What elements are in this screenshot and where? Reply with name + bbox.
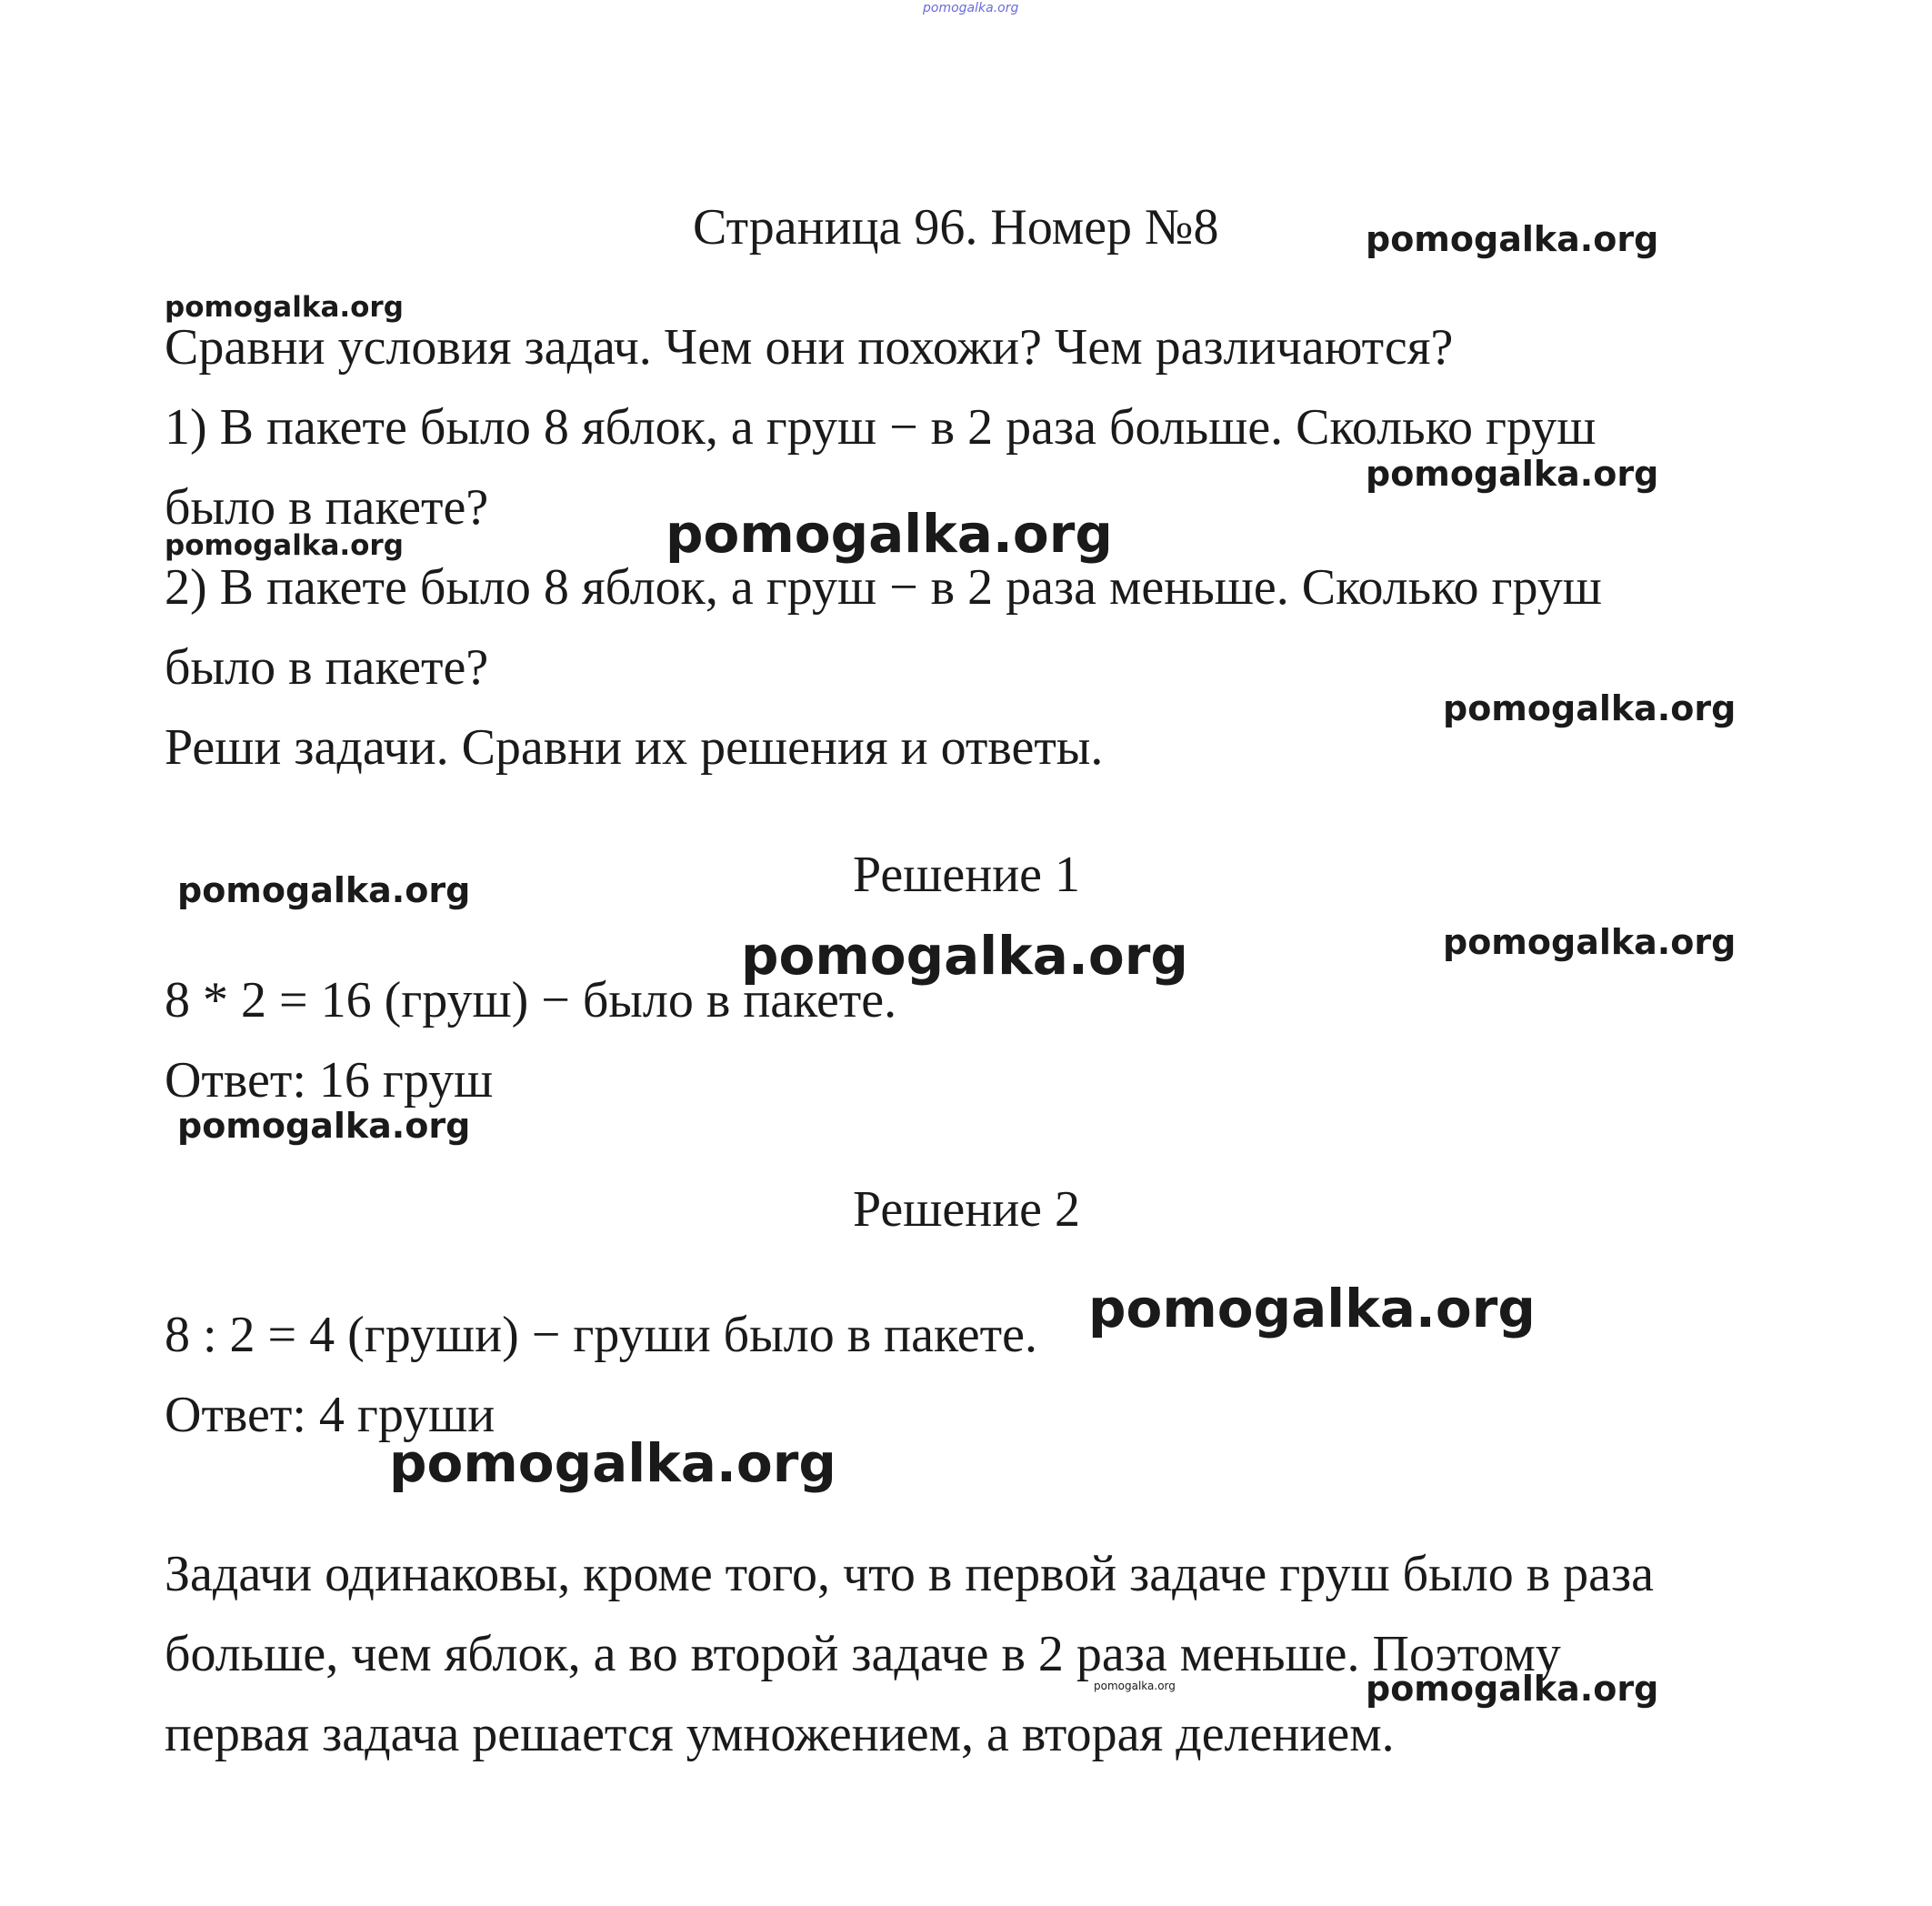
solution-2-equation: 8 : 2 = 4 (груши) − груши было в пакете. [165,1307,1037,1363]
watermark-tiny: pomogalka.org [1094,1680,1176,1692]
conclusion-line-3: первая задача решается умножением, а вторая делением. [165,1706,1395,1762]
watermark: pomogalka.org [741,925,1188,987]
watermark-top: pomogalka.org [923,1,1019,15]
watermark: pomogalka.org [1088,1278,1536,1339]
conclusion-line-2: больше, чем яблок, а во второй задаче в 2 раза меньше. Поэтому [165,1626,1561,1682]
problem-1-line-2: было в пакете? [165,479,489,536]
solution-1-equation: 8 * 2 = 16 (груш) − было в пакете. [165,972,897,1028]
watermark: pomogalka.org [165,529,404,562]
watermark: pomogalka.org [1443,922,1737,962]
watermark: pomogalka.org [1366,454,1659,494]
task-prompt: Сравни условия задач. Чем они похожи? Чем различаются? [165,319,1454,376]
watermark: pomogalka.org [177,1106,471,1146]
watermark: pomogalka.org [1366,219,1659,259]
watermark: pomogalka.org [165,291,404,324]
problem-2-line-1: 2) В пакете было 8 яблок, а груш − в 2 раза меньше. Сколько груш [165,559,1602,616]
solution-1-answer: Ответ: 16 груш [165,1052,494,1108]
page-title: Страница 96. Номер №8 [693,199,1219,256]
watermark: pomogalka.org [666,503,1113,565]
solution-1-heading: Решение 1 [853,847,1081,903]
watermark: pomogalka.org [389,1432,836,1494]
conclusion-line-1: Задачи одинаковы, кроме того, что в первой задаче груш было в раза [165,1546,1654,1602]
problem-1-line-1: 1) В пакете было 8 яблок, а груш − в 2 раза больше. Сколько груш [165,399,1597,456]
solution-2-heading: Решение 2 [853,1181,1081,1238]
task-instruction: Реши задачи. Сравни их решения и ответы. [165,719,1104,776]
watermark: pomogalka.org [177,870,471,910]
watermark: pomogalka.org [1366,1669,1659,1709]
problem-2-line-2: было в пакете? [165,639,489,696]
watermark: pomogalka.org [1443,688,1737,728]
solution-2-answer: Ответ: 4 груши [165,1387,496,1443]
